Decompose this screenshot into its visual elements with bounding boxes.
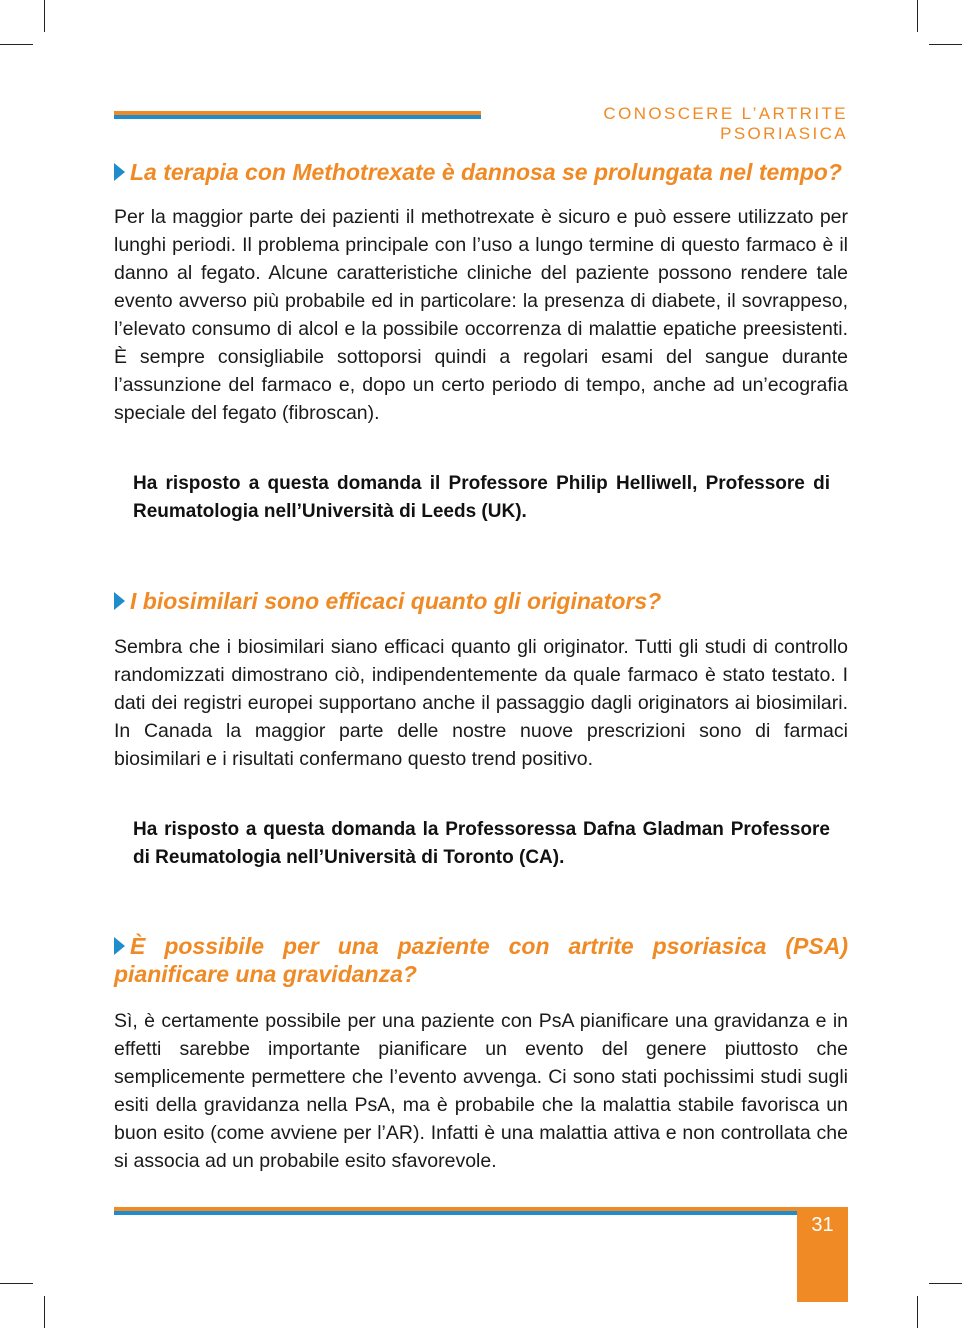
page-number-box: [797, 1207, 848, 1302]
crop-mark: [44, 0, 45, 32]
crop-mark: [929, 44, 962, 45]
arrow-icon: [114, 163, 125, 181]
answer-paragraph: Per la maggior parte dei pazienti il methotrexate è sicuro e può essere utilizzato per lunghi periodi. Il problema principale con l’uso a lungo termine di questo farmaco è il danno al fegato. Alcune caratteristiche cliniche del paziente possono rendere tale evento avverso più probabile ed in particolare: la presenza di diabete, il sovrappeso, l’elevato consumo di alcol e la possibile occorrenza di malattie epatiche preesistenti. È sempre consigliabile sottoporsi quindi a regolari esami del sangue durante l’assunzione del farmaco e, dopo un certo periodo di tempo, anche ad un’ecografia speciale del fegato (fibroscan).: [114, 206, 848, 424]
crop-mark: [917, 0, 918, 32]
running-header: CONOSCERE L’ARTRITE PSORIASICA: [603, 104, 848, 143]
crop-mark: [0, 1283, 33, 1284]
page-number: 31: [811, 1214, 834, 1236]
arrow-icon: [114, 937, 125, 955]
question-heading: [114, 932, 848, 988]
crop-mark: [929, 1283, 962, 1284]
question-text: I biosimilari sono efficaci quanto gli originators?: [130, 588, 662, 614]
question-heading: [114, 158, 848, 186]
crop-mark: [0, 44, 33, 45]
question-text: È possibile per una paziente con artrite psoriasica (PSA) pianificare una gravidanza?: [114, 933, 848, 987]
answer-paragraph: Sì, è certamente possibile per una paziente con PsA pianificare una gravidanza e in effetti sarebbe importante pianificare un evento del genere piuttosto che semplicemente permettere che l’evento avvenga. Ci sono stati pochissimi studi sugli esiti della gravidanza nella PsA, ma è probabile che la malattia stabile favorisca un buon esito (come avviene per l’AR). Infatti è una malattia attiva e non controllata che si associa ad un probabile esito sfavorevole.: [114, 1010, 848, 1172]
answered-by: Ha risposto a questa domanda il Professore Philip Helliwell, Professore di Reumatologia nell’Università di Leeds (UK).: [133, 473, 830, 522]
question-text: La terapia con Methotrexate è dannosa se prolungata nel tempo?: [130, 159, 842, 185]
crop-mark: [44, 1296, 45, 1328]
header-rule: [114, 111, 481, 119]
answered-by: Ha risposto a questa domanda la Professoressa Dafna Gladman Professore di Reumatologia nell’Università di Toronto (CA).: [133, 819, 830, 868]
question-heading: [114, 587, 848, 615]
footer-rule: [114, 1207, 797, 1215]
crop-mark: [917, 1296, 918, 1328]
arrow-icon: [114, 592, 125, 610]
answer-paragraph: Sembra che i biosimilari siano efficaci quanto gli originator. Tutti gli studi di controllo randomizzati dimostrano ciò, indipendentemente da quale farmaco è stato testato. I dati dei registri europei supportano anche il passaggio dagli originators ai biosimilari. In Canada la maggior parte delle nostre nuove prescrizioni sono di farmaci biosimilari e i risultati confermano questo trend positivo.: [114, 636, 848, 770]
